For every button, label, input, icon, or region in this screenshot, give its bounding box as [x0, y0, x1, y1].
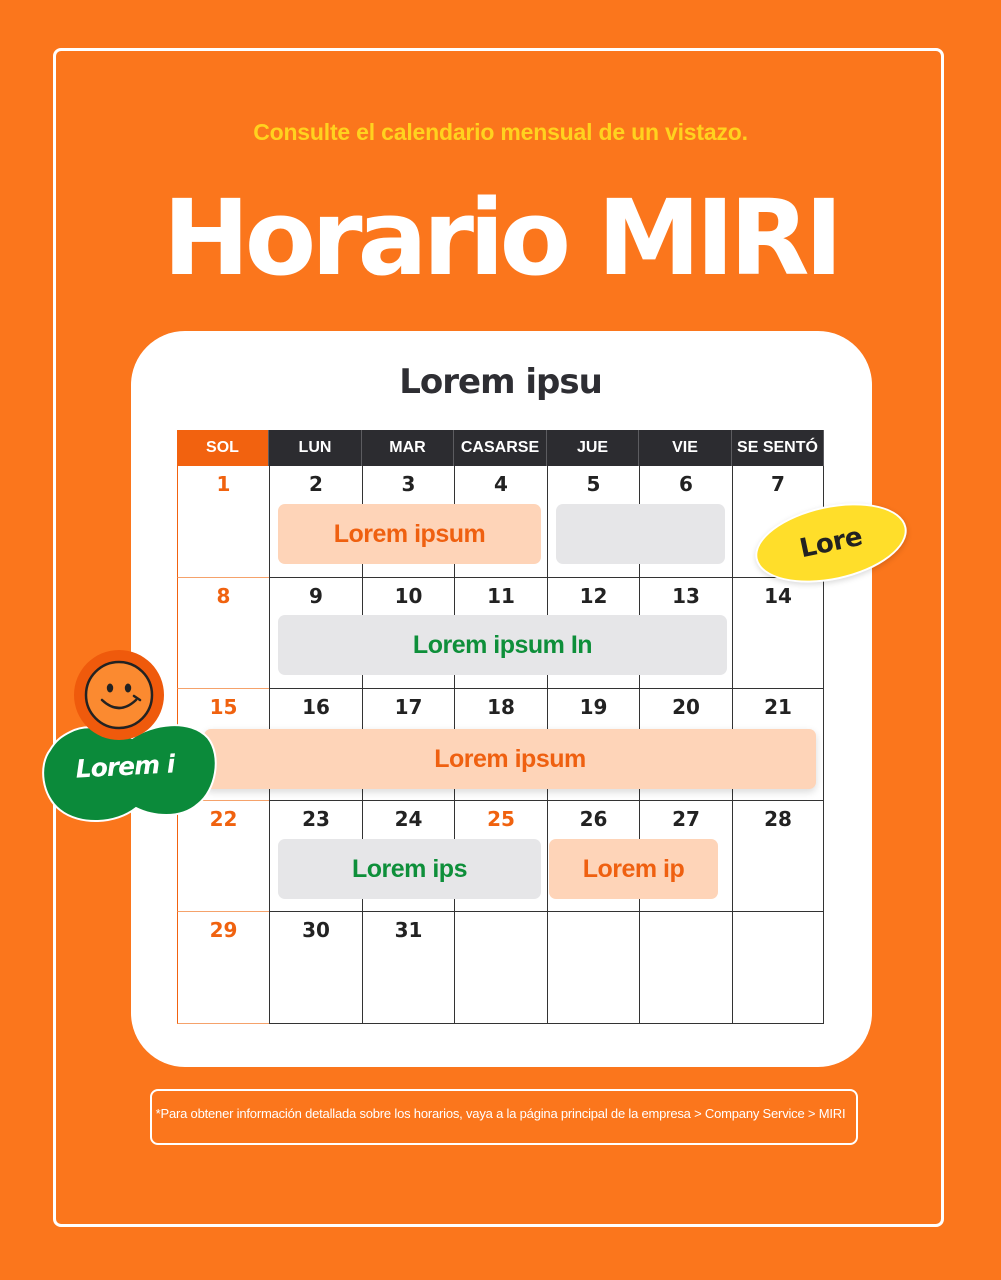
- event-week4-mon-tue[interactable]: Lorem ips: [278, 839, 541, 899]
- weekday-header: MAR: [362, 430, 454, 466]
- day-number: 3: [401, 472, 416, 496]
- day-number: 12: [579, 583, 608, 608]
- smiley-face-icon: [74, 650, 164, 740]
- day-number: 8: [216, 583, 231, 608]
- day-number: 10: [394, 583, 423, 608]
- day-number: 28: [764, 806, 792, 831]
- weekday-header: SE SENTÓ: [732, 430, 824, 466]
- weekday-header: LUN: [269, 430, 362, 466]
- weekday-header: JUE: [547, 430, 639, 466]
- day-number: 14: [764, 583, 792, 608]
- day-cell[interactable]: [177, 466, 269, 578]
- event-week4-thu-fri[interactable]: Lorem ip: [549, 839, 718, 899]
- day-number: 22: [209, 806, 238, 831]
- day-number: 19: [579, 695, 608, 720]
- day-cell[interactable]: [177, 578, 269, 690]
- footer-note: *Para obtener información detallada sobre los horarios, vaya a la página principal de la empresa > Company Service > MIRI: [155, 1106, 846, 1121]
- day-number: 5: [586, 472, 601, 496]
- event-week3-full[interactable]: Lorem ipsum: [204, 729, 816, 789]
- day-number: 17: [394, 695, 423, 720]
- day-number: 9: [309, 583, 323, 608]
- day-number: 24: [394, 806, 423, 831]
- page-title: Horario MIRI: [162, 177, 839, 299]
- day-number: 6: [679, 472, 693, 496]
- day-number: 21: [764, 695, 792, 720]
- day-number: 23: [302, 806, 330, 831]
- day-number: 16: [302, 695, 330, 720]
- day-cell[interactable]: [732, 801, 824, 913]
- weekday-header: CASARSE: [454, 430, 547, 466]
- day-number: 1: [216, 472, 231, 496]
- day-cell[interactable]: [639, 912, 732, 1024]
- event-week1-mon-wed[interactable]: Lorem ipsum: [278, 504, 541, 564]
- weekday-header: VIE: [639, 430, 732, 466]
- day-cell[interactable]: [547, 912, 639, 1024]
- day-number: 27: [672, 806, 700, 831]
- day-number: 13: [672, 583, 700, 608]
- day-number: 30: [302, 918, 330, 943]
- day-cell[interactable]: [732, 912, 824, 1024]
- event-week1-thu-fri[interactable]: [556, 504, 725, 564]
- day-number: 31: [394, 918, 423, 943]
- day-cell[interactable]: [454, 912, 547, 1024]
- day-cell[interactable]: [362, 912, 454, 1024]
- day-cell[interactable]: [732, 578, 824, 690]
- yellow-sticker-label: Lore: [797, 521, 865, 565]
- day-number: 29: [209, 918, 238, 943]
- day-number: 2: [309, 472, 323, 496]
- day-number: 18: [487, 695, 515, 720]
- day-number: 15: [209, 695, 238, 720]
- event-week2-mon-fri[interactable]: Lorem ipsum In: [278, 615, 727, 675]
- day-number: 7: [771, 472, 785, 496]
- day-number: 11: [487, 583, 515, 608]
- day-number: 20: [672, 695, 700, 720]
- green-sticker-label: Lorem i: [74, 749, 176, 784]
- calendar-month-label: Lorem ipsu: [399, 362, 602, 402]
- day-number: 26: [579, 806, 608, 831]
- page-subtitle: Consulte el calendario mensual de un vistazo.: [253, 119, 748, 145]
- day-number: 4: [494, 472, 508, 496]
- day-number: 25: [487, 806, 515, 831]
- day-cell[interactable]: [269, 912, 362, 1024]
- weekday-header: SOL: [177, 430, 269, 466]
- day-cell[interactable]: [177, 912, 269, 1024]
